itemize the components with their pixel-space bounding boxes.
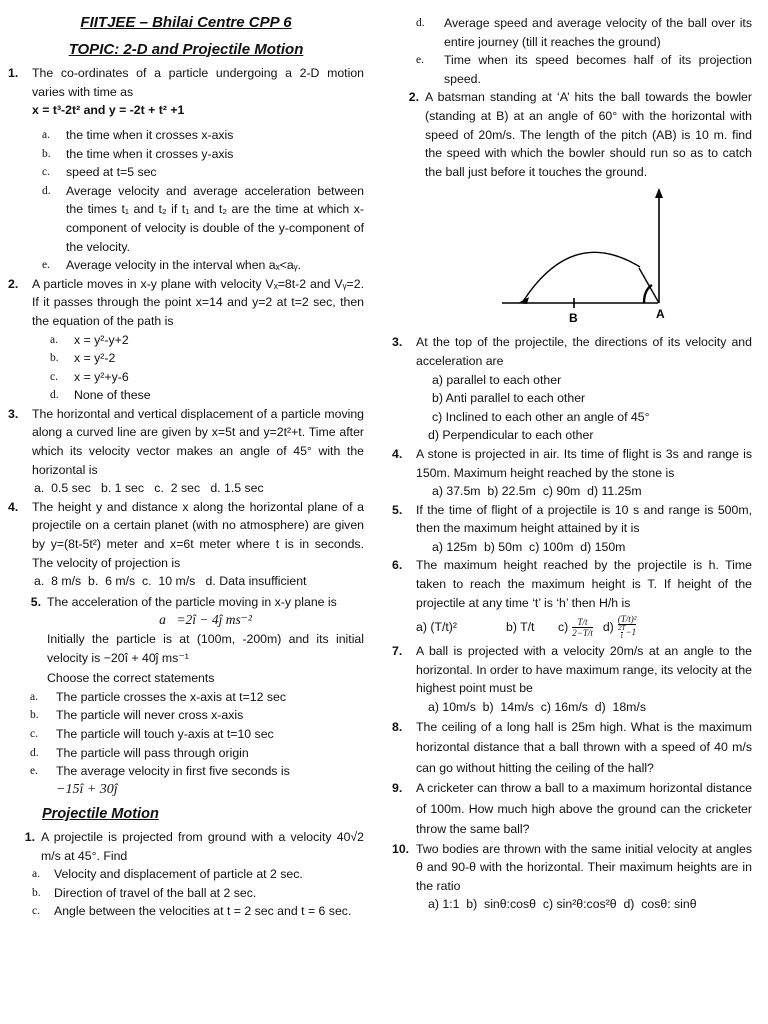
average-velocity-expression: −15î + 30ĵ xyxy=(56,781,118,797)
label-b: B xyxy=(569,311,578,326)
option-d: d. The particle will pass through origin xyxy=(30,745,249,760)
option-d-denominator xyxy=(618,624,636,640)
options-line: a) 1:1 b) sinθ:cosθ c) sin²θ:cos²θ d) cosθ: sinθ xyxy=(428,897,697,912)
question-number: 8. xyxy=(392,719,403,734)
option-d: d. None of these xyxy=(50,388,151,403)
option-c: c. x = y²+y-6 xyxy=(50,369,129,384)
question-number: 4. xyxy=(392,446,403,461)
question-text: The horizontal and vertical displacement of a particle moving along a curved line are given by x=5t and y=2t²+t. Time after which its velocity vector makes an angle of 45° with the horizontal is xyxy=(32,406,364,477)
question-text: If the time of flight of a projectile is 10 s and range is 500m, then the maximum height attained by it is xyxy=(416,502,752,536)
question-text: At the top of the projectile, the directions of its velocity and acceleration are xyxy=(416,335,752,368)
projectile-question-1 xyxy=(8,828,364,865)
launch-direction xyxy=(639,268,659,303)
question-number: 10. xyxy=(392,841,410,856)
option-e: e. Average velocity in the interval when aₓ<aᵧ. xyxy=(42,258,302,273)
option-c-label: c) xyxy=(558,619,569,634)
vertical-arrowhead-icon xyxy=(655,188,663,198)
question-number: 2. xyxy=(408,90,419,105)
projectile-question-4 xyxy=(392,445,752,501)
equation: x = t³-2t² and y = -2t + t² +1 xyxy=(32,103,185,118)
question-1 xyxy=(8,64,364,275)
option-d-minus-one: −1 xyxy=(625,626,637,637)
option-b: b) Anti parallel to each other xyxy=(432,391,586,406)
option-a: a. Velocity and displacement of particle at 2 sec. xyxy=(32,867,303,882)
options-line: a) 37.5m b) 22.5m c) 90m d) 11.25m xyxy=(432,484,642,499)
instruction: Choose the correct statements xyxy=(47,671,215,686)
projectile-question-10 xyxy=(392,840,752,914)
question-4 xyxy=(8,498,364,591)
question-text: A projectile is projected from ground with a velocity 40√2 m/s at 45°. Find xyxy=(41,829,364,863)
options-line: a) 125m b) 50m c) 100m d) 150m xyxy=(432,539,626,554)
question-5 xyxy=(8,593,364,688)
left-column xyxy=(8,0,364,921)
option-d-inner-numerator: 2T xyxy=(618,623,626,632)
projectile-question-3 xyxy=(392,333,752,445)
question-text: A cricketer can throw a ball to a maximum horizontal distance of 100m. How much high above the ground can the cricketer throw the same ball? xyxy=(416,781,752,837)
option-d-label: d) xyxy=(602,619,614,634)
question-number: 4. xyxy=(8,499,19,514)
document-title: FIITJEE – Bhilai Centre CPP 6 xyxy=(80,14,292,31)
option-c: c. speed at t=5 sec xyxy=(42,165,157,180)
options-line: a) 10m/s b) 14m/s c) 16m/s d) 18m/s xyxy=(428,700,646,715)
question-text: The height y and distance x along the horizontal plane of a projectile on a certain planet (with no atmosphere) are given by y=(8t-5t²) meter and x=6t meter where t is in seconds. The velocity of projection is xyxy=(32,499,364,570)
option-d: d. Average velocity and average acceleration between the times t₁ and t₂ if t₁ and t₂ are the time at which x-component of velocity is double of the y-component of the velocity. xyxy=(42,183,364,254)
option-b: b. The particle will never cross x-axis xyxy=(30,708,244,723)
projectile-question-7 xyxy=(392,642,752,716)
question-number: 6. xyxy=(392,558,403,573)
options-line: a. 8 m/s b. 6 m/s c. 10 m/s d. Data insufficient xyxy=(34,574,307,589)
question-number: 1. xyxy=(24,829,35,844)
question-text: Two bodies are thrown with the same initial velocity at angles θ and 90-θ with the horizontal. Their maximum heights are in the ratio xyxy=(416,841,752,893)
option-c-denominator: 2−T/t xyxy=(572,627,593,638)
question-number: 1. xyxy=(8,66,19,81)
question-text: The co-ordinates of a particle undergoing a 2-D motion varies with time as xyxy=(32,66,364,99)
question-number: 3. xyxy=(392,335,403,350)
option-d-numerator: (T/t)² xyxy=(617,613,637,624)
projectile-question-2 xyxy=(392,88,752,181)
projectile-question-8 xyxy=(392,717,752,779)
question-text: The ceiling of a long hall is 25m high. What is the maximum horizontal distance that a ball thrown with a speed of 40 m/s can go without hitting the ceiling of the hall? xyxy=(416,719,752,775)
question-text: The maximum height reached by the projectile is h. Time taken to reach the maximum height is T. If height of the projectile at any time ‘t’ is ‘h’ then H/h is xyxy=(416,558,752,610)
question-3 xyxy=(8,405,364,498)
question-text: The acceleration of the particle moving in x-y plane is xyxy=(47,594,337,609)
section-heading: Projectile Motion xyxy=(42,806,159,823)
option-a: a. x = y²-y+2 xyxy=(50,332,129,347)
option-a: a) parallel to each other xyxy=(432,372,562,387)
option-b: b. the time when it crosses y-axis xyxy=(42,146,234,161)
acceleration-expression: a⃗=2î − 4ĵ ms⁻² xyxy=(159,612,252,628)
option-d-fraction xyxy=(618,615,637,640)
option-a: a. the time when it crosses x-axis xyxy=(42,127,234,142)
option-e: e. Time when its speed becomes half of its projection speed. xyxy=(416,53,752,86)
option-c: c. The particle will touch y-axis at t=10 sec xyxy=(30,726,274,741)
option-a: a. The particle crosses the x-axis at t=12 sec xyxy=(30,689,286,704)
projectile-question-6 xyxy=(392,556,752,642)
trajectory-curve xyxy=(522,253,640,304)
question-text: A particle moves in x-y plane with velocity Vₓ=8t-2 and Vᵧ=2. If it passes through the point x=14 and y=2 at t=2 sec, then the equation of the path is xyxy=(32,276,364,328)
option-b: b. x = y²-2 xyxy=(50,351,116,366)
question-number: 5. xyxy=(30,594,41,609)
option-b: b) T/t xyxy=(506,619,535,634)
question-number: 7. xyxy=(392,644,403,659)
question-number: 2. xyxy=(8,276,19,291)
option-b: b. Direction of travel of the ball at 2 sec. xyxy=(32,885,257,900)
label-a: A xyxy=(656,307,665,322)
question-number: 9. xyxy=(392,781,403,796)
option-e: e. The average velocity in first five seconds is xyxy=(30,764,290,779)
question-text: A stone is projected in air. Its time of flight is 3s and range is 150m. Maximum height reached by the stone is xyxy=(416,446,752,480)
fraction-options xyxy=(416,612,752,642)
projectile-question-5 xyxy=(392,501,752,557)
question-number: 5. xyxy=(392,502,403,517)
question-number: 3. xyxy=(8,406,19,421)
projectile-diagram xyxy=(392,185,752,333)
option-d: d) Perpendicular to each other xyxy=(428,428,594,443)
option-d: d. Average speed and average velocity of the ball over its entire journey (till it reaches the ground) xyxy=(416,16,752,49)
right-column xyxy=(392,0,752,914)
option-c-numerator: T/t xyxy=(577,616,588,627)
option-c-fraction xyxy=(572,617,593,638)
options-line: a. 0.5 sec b. 1 sec c. 2 sec d. 1.5 sec xyxy=(34,481,264,496)
option-d-inner-denominator: t xyxy=(620,631,623,640)
initial-conditions: Initially the particle is at (100m, -200m) and its initial velocity is −20î + 40ĵ ms⁻¹ xyxy=(47,632,364,665)
topic-title: TOPIC: 2-D and Projectile Motion xyxy=(68,40,304,58)
question-text: A ball is projected with a velocity 20m/s at an angle to the horizontal. In order to have maximum range, its velocity at the highest point must be xyxy=(416,644,752,696)
option-c: c. Angle between the velocities at t = 2 sec and t = 6 sec. xyxy=(32,904,352,919)
option-c: c) Inclined to each other an angle of 45° xyxy=(432,409,650,424)
question-2 xyxy=(8,275,364,405)
projectile-question-9 xyxy=(392,778,752,840)
option-a: a) (T/t)² xyxy=(416,619,457,634)
question-text: A batsman standing at ‘A’ hits the ball towards the bowler (standing at B) at an angle of 60° with the horizontal with speed of 20m/s. The length of the pitch (AB) is 10 m. find the speed with which the bowler should run so as to catch the ball just before it touches the ground. xyxy=(425,90,752,179)
